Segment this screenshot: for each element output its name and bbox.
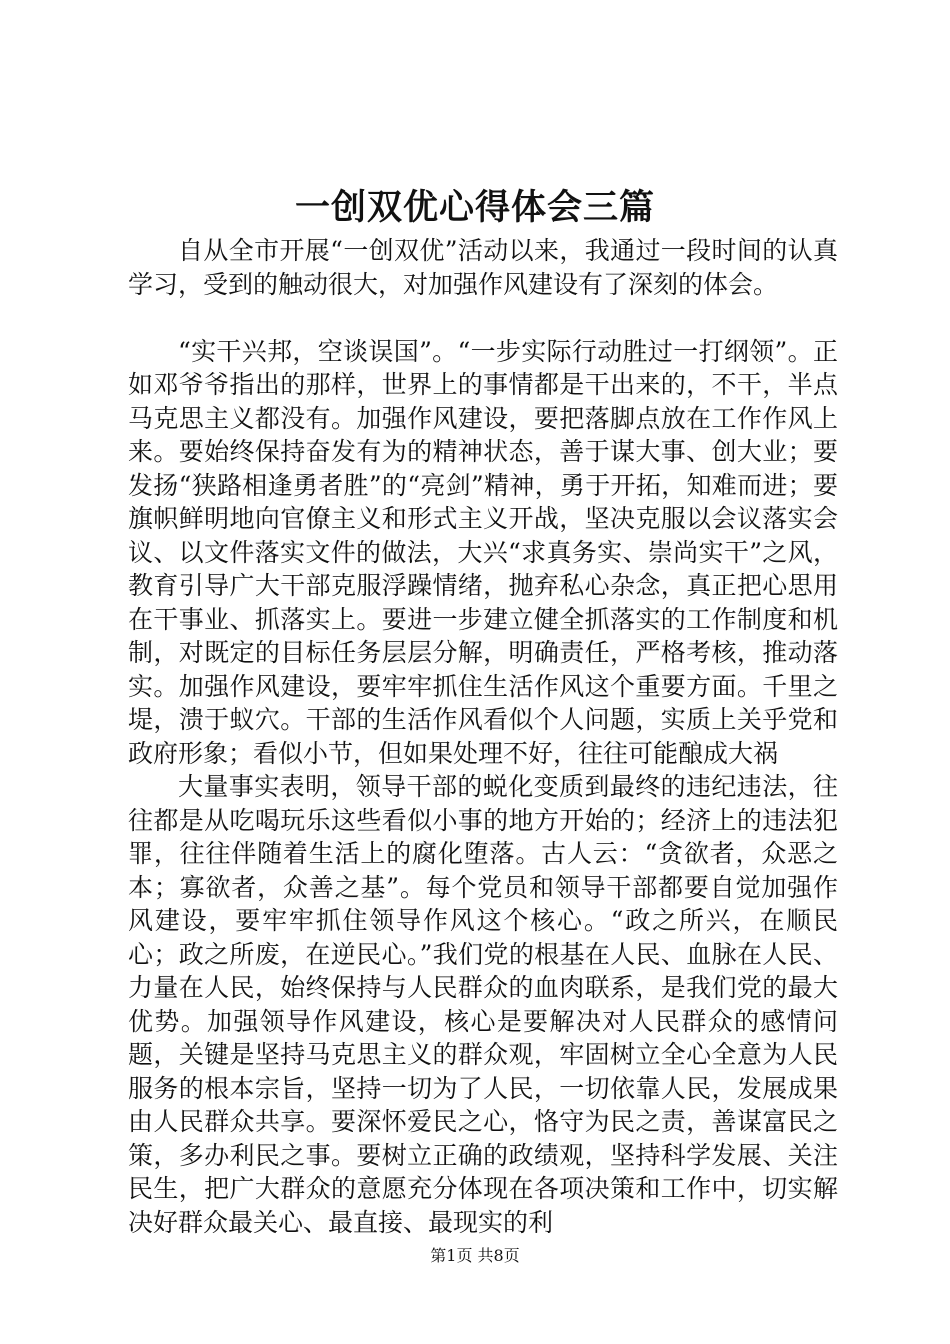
page-title: 一创双优心得体会三篇: [294, 187, 655, 228]
paragraph-work-style: “实干兴邦，空谈误国”。“一步实际行动胜过一打纲领”。正如邓爷爷指出的那样，世界上的事情都是干出来的，不干，半点马克思主义都没有。加强作风建设，要把落脚点放在工作作风上来。要始终保持奋发有为的精神状态，善于谋大事、创大业；要发扬“狭路相逢勇者胜”的“亮剑”精神，勇于开拓，知难而进；要旗帜鲜明地向官僚主义和形式主义开战，坚决克服以会议落实会议、以文件落实文件的做法，大兴“求真务实、崇尚实干”之风，教育引导广大干部克服浮躁情绪，抛弃私心杂念，真正把心思用在干事业、抓落实上。要进一步建立健全抓落实的工作制度和机制，对既定的目标任务层层分解，明确责任，严格考核，推动落实。加强作风建设，要牢牢抓住生活作风这个重要方面。千里之堤，溃于蚁穴。干部的生活作风看似个人问题，实质上关乎党和政府形象；看似小节，但如果处理不好，往往可能酿成大祸: [128, 336, 838, 768]
document-body: [128, 234, 838, 1239]
page-number-footer: 第1页 共8页: [430, 1246, 520, 1265]
paragraph-intro: 自从全市开展“一创双优”活动以来，我通过一段时间的认真学习，受到的触动很大，对加强作风建设有了深刻的体会。: [128, 236, 838, 299]
paragraph-leadership-style: 大量事实表明，领导干部的蜕化变质到最终的违纪违法，往往都是从吃喝玩乐这些看似小事的地方开始的；经济上的违法犯罪，往往伴随着生活上的腐化堕落。古人云：“贪欲者，众恶之本；寡欲者，众善之基”。每个党员和领导干部都要自觉加强作风建设，要牢牢抓住领导作风这个核心。“政之所兴，在顺民心；政之所废，在逆民心。”我们党的根基在人民、血脉在人民、力量在人民，始终保持与人民群众的血肉联系，是我们党的最大优势。加强领导作风建设，核心是要解决对人民群众的感情问题，关键是坚持马克思主义的群众观，牢固树立全心全意为人民服务的根本宗旨，坚持一切为了人民，一切依靠人民，发展成果由人民群众共享。要深怀爱民之心，恪守为民之责，善谋富民之策，多办利民之事。要树立正确的政绩观，坚持科学发展、关注民生，把广大群众的意愿充分体现在各项决策和工作中，切实解决好群众最关心、最直接、最现实的利: [128, 772, 838, 1237]
